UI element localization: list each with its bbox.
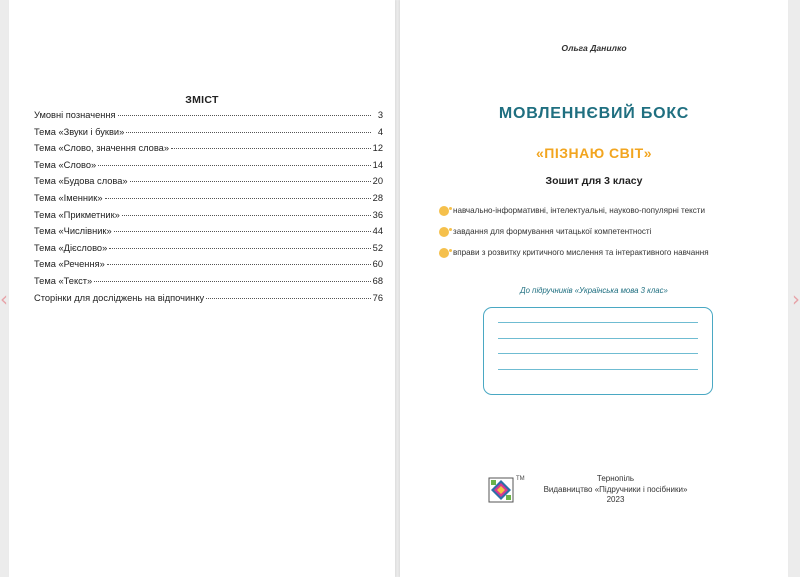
toc-item-label: Умовні позначення [34,110,116,120]
toc-item-page: 20 [372,176,383,187]
toc-item-page: 12 [372,143,383,154]
toc-item [34,110,383,127]
feature-text: навчально-інформативні, інтелектуальні, науково-популярні тексти [453,206,706,215]
toc-item [34,276,383,293]
toc-item-label: Тема «Текст» [34,275,93,286]
feature-text: завдання для формування читацької компетентності [453,227,652,236]
toc-leader [206,297,371,299]
toc-leader [130,180,371,182]
toc-leader [171,147,371,149]
publisher-block [488,474,708,524]
toc-item [34,160,383,177]
publish-year: 2023 [606,495,625,504]
title-page [400,0,788,577]
toc-item-label: Тема «Числівник» [34,226,112,237]
toc-list [34,110,383,309]
toc-leader [109,247,370,249]
bullet-icon [439,248,449,258]
toc-item [34,127,383,144]
label-line [498,338,698,339]
label-line [498,369,698,370]
toc-leader [105,197,371,199]
toc-item-page: 60 [372,259,383,270]
toc-item-label: Тема «Іменник» [34,192,103,203]
prev-page-arrow-icon[interactable]: ‹ [0,287,8,311]
trademark-mark: ТМ [516,476,525,482]
toc-leader [122,214,371,216]
toc-item-label: Тема «Слово, значення слова» [34,143,170,154]
toc-page [9,0,395,577]
publisher-city: Тернопіль [596,474,635,483]
toc-item [34,210,383,227]
toc-item-page: 44 [372,226,383,237]
toc-item-label: Тема «Слово» [34,159,97,170]
bullet-icon [439,227,449,237]
toc-item-page: 28 [372,192,383,203]
feature-item [439,242,779,263]
textbook-reference: До підручників «Українська мова 3 клас» [520,286,668,295]
toc-leader [107,263,371,265]
toc-item [34,243,383,260]
author-name: Ольга Данилко [561,43,627,53]
toc-item [34,293,383,310]
toc-item [34,259,383,276]
toc-item-page: 36 [372,209,383,220]
toc-item-page: 4 [377,126,383,137]
book-title: «ПІЗНАЮ СВІТ» [535,145,652,161]
label-line [498,322,698,323]
publisher-info [523,474,708,506]
feature-item [439,200,779,221]
series-title: МОВЛЕННЄВИЙ БОКС [498,105,690,122]
toc-item-page: 3 [377,110,383,120]
toc-item [34,226,383,243]
toc-item-page: 52 [372,242,383,253]
toc-item-label: Тема «Речення» [34,259,105,270]
toc-item-page: 68 [372,275,383,286]
toc-leader [98,164,370,166]
toc-leader [114,230,371,232]
toc-item [34,193,383,210]
book-subtitle: Зошит для 3 класу [545,175,643,187]
toc-title: ЗМІСТ [185,94,219,106]
toc-leader [118,114,371,116]
toc-leader [94,280,370,282]
feature-item [439,221,779,242]
toc-item-label: Тема «Дієслово» [34,242,108,253]
toc-item-label: Тема «Будова слова» [34,176,128,187]
name-label-box [483,307,713,395]
next-page-arrow-icon[interactable]: › [792,287,800,311]
publisher-logo-icon [488,477,514,503]
toc-item-label: Сторінки для досліджень на відпочинку [34,292,205,303]
bullet-icon [439,206,449,216]
toc-item-page: 14 [372,159,383,170]
toc-leader [126,131,371,133]
toc-item-label: Тема «Звуки і букви» [34,126,125,137]
feature-list [439,200,779,263]
toc-item [34,143,383,160]
publisher-name: Видавництво «Підручники і посібники» [543,484,688,494]
feature-text: вправи з розвитку критичного мислення та інтерактивного навчання [453,248,709,257]
toc-item [34,176,383,193]
toc-item-page: 76 [372,292,383,303]
label-line [498,353,698,354]
toc-item-label: Тема «Прикметник» [34,209,120,220]
